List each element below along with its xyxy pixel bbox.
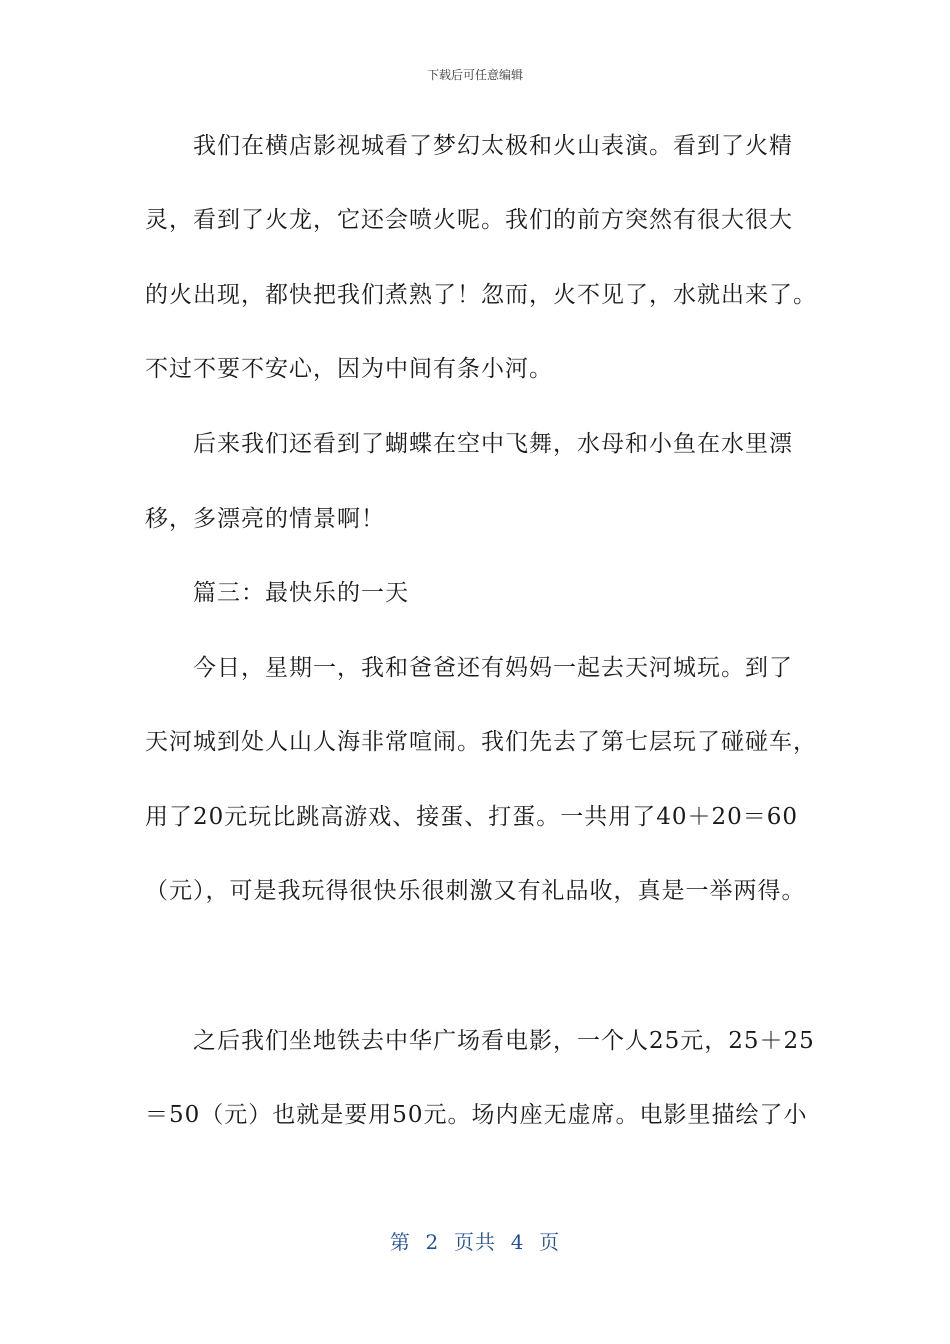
text-line: 不过不要不安心，因为中间有条小河。 [145, 356, 553, 382]
text-line: 我们在横店影视城看了梦幻太极和火山表演。看到了火精 [193, 133, 793, 159]
page-footer: 第 2 页共 4 页 [389, 1230, 561, 1254]
section-heading: 篇三：最快乐的一天 [193, 580, 409, 606]
text-line: 之后我们坐地铁去中华广场看电影，一个人25元，25＋25 [193, 1028, 815, 1054]
page-header: 下载后可任意编辑 [426, 68, 523, 82]
text-line: 的火出现，都快把我们煮熟了！忽而，火不见了，水就出来了。 [145, 282, 817, 308]
text-line: ＝50（元）也就是要用50元。场内座无虚席。电影里描绘了小 [145, 1102, 808, 1128]
text-line: （元），可是我玩得很快乐很刺激又有礼品收，真是一举两得。 [145, 878, 806, 904]
text-line: 灵，看到了火龙，它还会喷火呢。我们的前方突然有很大很大 [145, 207, 793, 233]
text-line: 今日，星期一，我和爸爸还有妈妈一起去天河城玩。到了 [193, 655, 793, 681]
text-line: 用了20元玩比跳高游戏、接蛋、打蛋。一共用了40＋20＝60 [145, 804, 799, 830]
text-line: 后来我们还看到了蝴蝶在空中飞舞，水母和小鱼在水里漂 [193, 431, 793, 457]
text-line: 天河城到处人山人海非常喧闹。我们先去了第七层玩了碰碰车， [145, 729, 817, 755]
text-line: 移，多漂亮的情景啊！ [145, 506, 385, 532]
